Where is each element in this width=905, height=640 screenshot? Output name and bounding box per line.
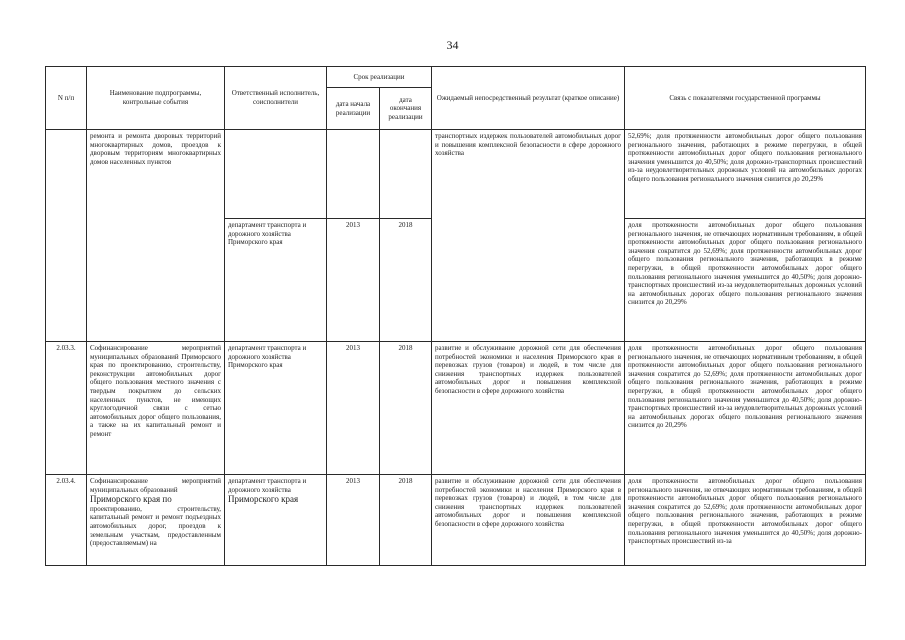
header-end: дата окончания реализации	[380, 88, 432, 130]
row4-name-part2: Приморского края по	[90, 494, 172, 505]
header-responsible: Ответственный исполнитель, соисполнители	[225, 67, 327, 130]
row4-start: 2013	[327, 475, 380, 566]
row1-end	[380, 130, 432, 219]
header-result: Ожидаемый непосредственный результат (краткое описание)	[432, 67, 625, 130]
row3-link: доля протяженности автомобильных дорог общего пользования регионального значения, не отвечающих нормативным требованиям, в общей протяженности автомобильных дорог общего пользования регионального значения сократится до 52,69%; доля протяженности автомобильных дорог общего пользования регионального значения, работающих в режиме перегрузки, в общей протяженности автомобильных дорог общего пользования регионального значения уменьшится до 40,50%; доля дорожно-транспортных происшествий из-за неудовлетворительных дорожных условий на автомобильных дорогах общего пользования регионального значения снизится до 20,29%	[625, 342, 866, 475]
row2-link: доля протяженности автомобильных дорог общего пользования регионального значения, не отвечающих нормативным требованиям, в общей протяженности автомобильных дорог общего пользования регионального значения сократится до 52,69%; доля протяженности автомобильных дорог общего пользования регионального значения, работающих в режиме перегрузки, в общей протяженности автомобильных дорог общего пользования регионального значения уменьшится до 40,50%; доля дорожно-транспортных происшествий из-за неудовлетворительных дорожных условий на автомобильных дорогах общего пользования регионального значения снизится до 20,29%	[625, 219, 866, 342]
row1-link: 52,69%; доля протяженности автомобильных дорог общего пользования регионального значения, работающих в режиме перегрузки, в общей протяженности автомобильных дорог общего пользования регионального значения уменьшится до 40,50%; доля дорожно-транспортных происшествий из-за неудовлетворительных дорожных условий на автомобильных дорогах общего пользования регионального значения снизится до 20,29%	[625, 130, 866, 219]
row3-responsible: департамент транспорта и дорожного хозяйства Приморского края	[225, 342, 327, 475]
row2-end: 2018	[380, 219, 432, 342]
row3-num: 2.03.3.	[46, 342, 87, 475]
header-link: Связь с показателями государственной программы	[625, 67, 866, 130]
header-num: N п/п	[46, 67, 87, 130]
header-name: Наименование подпрограммы, контрольные события	[87, 67, 225, 130]
row4-name-part3: проектированию, строительству, капитальный ремонт и ремонт подъездных автомобильных дорог, проездов к земельным участкам, предоставленным (предоставляемым) на	[90, 504, 221, 548]
row4-resp-part1: департамент транспорта и дорожного хозяйства	[228, 477, 307, 494]
row1-result: транспортных издержек пользователей автомобильных дорог и повышения комплексной безопасности в сфере дорожного хозяйства	[432, 130, 625, 342]
row1-name: ремонта и ремонта дворовых территорий многоквартирных домов, проездов к дворовым территориям многоквартирных домов населенных пунктов	[87, 130, 225, 342]
row4-resp-part2: Приморского края	[228, 494, 299, 505]
table-row	[46, 342, 866, 475]
header-period: Срок реализации	[327, 67, 432, 88]
header-start: дата начала реализации	[327, 88, 380, 130]
row1-num	[46, 130, 87, 342]
page-number: 34	[446, 38, 459, 52]
row4-name-part1: Софинансирование мероприятий муниципальных образований	[90, 477, 221, 494]
row4-name	[87, 475, 225, 566]
row4-result: развитие и обслуживание дорожной сети для обеспечения потребностей экономики и населения Приморского края в перевозках грузов (товаров) и людей, в том числе для снижения транспортных издержек пользователей автомобильных дорог и повышения комплексной безопасности в сфере дорожного хозяйства	[432, 475, 625, 566]
row3-result: развитие и обслуживание дорожной сети для обеспечения потребностей экономики и населения Приморского края в перевозках грузов (товаров) и людей, в том числе для снижения транспортных издержек пользователей автомобильных дорог и повышения комплексной безопасности в сфере дорожного хозяйства	[432, 342, 625, 475]
row1-start	[327, 130, 380, 219]
program-table	[45, 66, 866, 566]
row4-responsible	[225, 475, 327, 566]
row2-start: 2013	[327, 219, 380, 342]
row1-responsible	[225, 130, 327, 219]
row3-name: Софинансирование мероприятий муниципальных образований Приморского края по проектированию, строительству, реконструкции автомобильных дорог общего пользования местного значения с твердым покрытием до сельских населенных пунктов, не имеющих круглогодичной связи с сетью автомобильных дорог общего пользования, а также на их капитальный ремонт и ремонт	[87, 342, 225, 475]
table-row	[46, 475, 866, 566]
row4-end: 2018	[380, 475, 432, 566]
row3-end: 2018	[380, 342, 432, 475]
row2-responsible: департамент транспорта и дорожного хозяйства Приморского края	[225, 219, 327, 342]
table-row	[46, 130, 866, 219]
row4-link: доля протяженности автомобильных дорог общего пользования регионального значения, не отвечающих нормативным требованиям, в общей протяженности автомобильных дорог общего пользования регионального значения сократится до 52,69%; доля протяженности автомобильных дорог общего пользования регионального значения, работающих в режиме перегрузки, в общей протяженности автомобильных дорог общего пользования регионального значения уменьшится до 40,50%; доля дорожно-транспортных происшествий из-за	[625, 475, 866, 566]
row3-start: 2013	[327, 342, 380, 475]
row4-num: 2.03.4.	[46, 475, 87, 566]
header-row	[46, 67, 866, 88]
